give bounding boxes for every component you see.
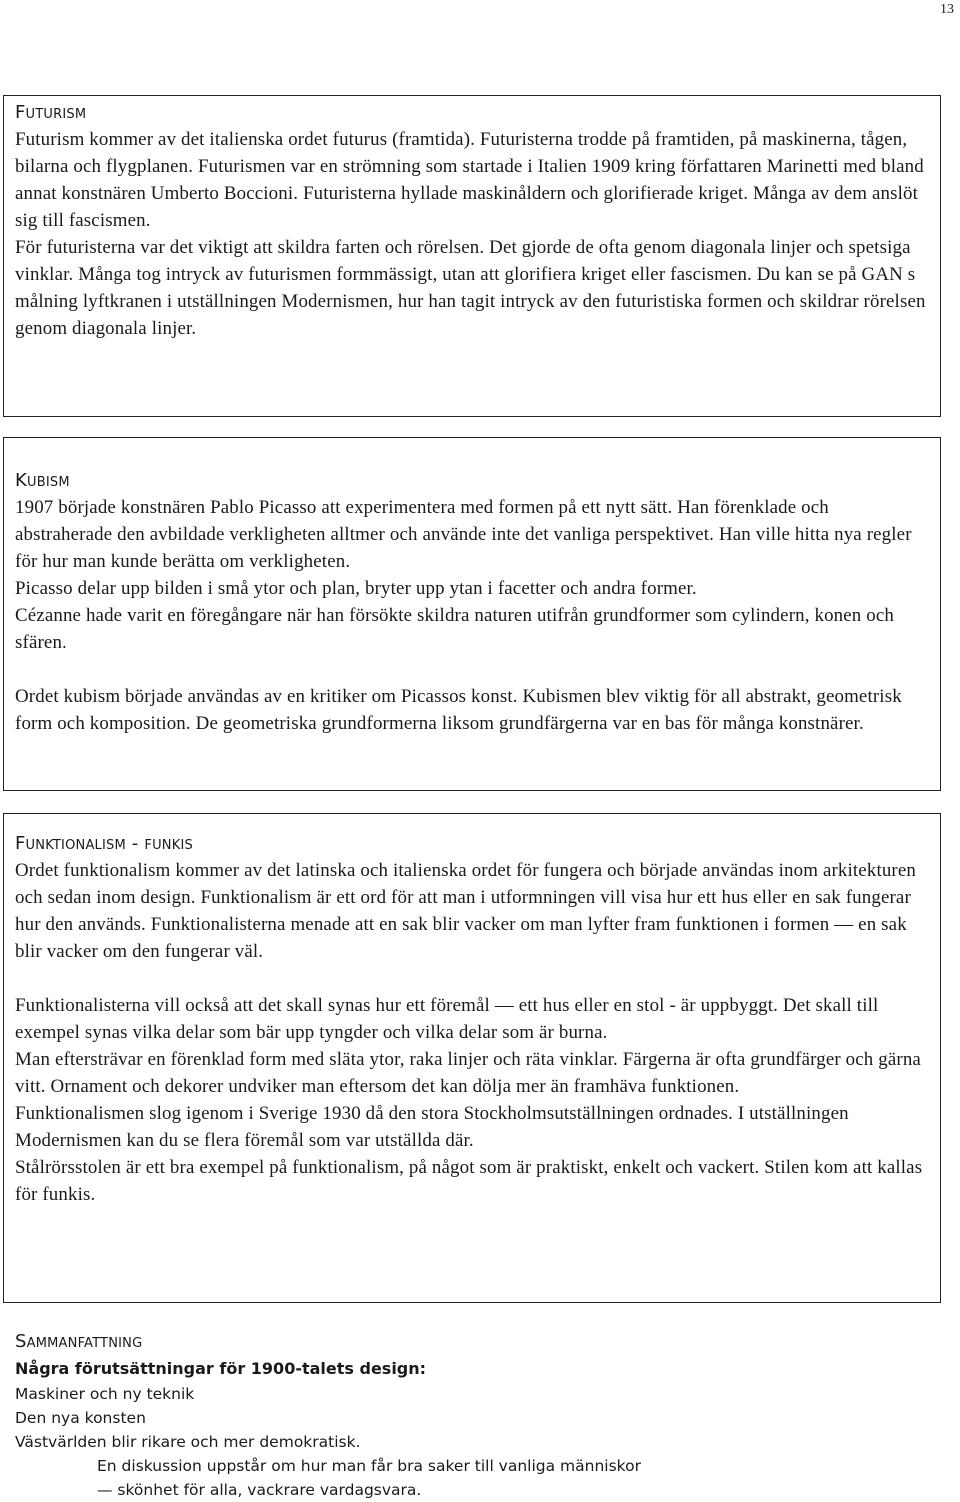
futurism-paragraph-1: Futurism kommer av det italienska ordet futurus (framtida). Futuristerna trodde på framtiden, på maskinerna, tågen, bilarna och flygplanen. Futurismen var en strömning som startade i Italien 1909 kring författaren Marinetti med bland annat konstnären Umberto Boccioni. Futuristerna hyllade maskinåldern och glorifierade kriget. Många av dem anslöt sig till fascismen. <box>15 129 924 231</box>
summary-section <box>15 1328 935 1502</box>
futurism-heading: Futurism <box>15 102 87 123</box>
funktionalism-paragraph-2: Funktionalisterna vill också att det skall synas hur ett föremål — ett hus eller en stol - är uppbyggt. Det skall till exempel synas vilka delar som bär upp tyngder och vilka delar som är burna. <box>15 995 879 1043</box>
futurism-paragraph-2: För futuristerna var det viktigt att skildra farten och rörelsen. Det gjorde de ofta genom diagonala linjer och spetsiga vinklar. Många tog intryck av futurismen formmässigt, utan att glorifiera kriget eller fascismen. Du kan se på GAN s målning lyftkranen i utställningen Modernismen, hur han tagit intryck av den futuristiska formen och skildrar rörelsen genom diagonala linjer. <box>15 237 926 339</box>
funktionalism-paragraph-3: Man eftersträvar en förenklad form med släta ytor, raka linjer och räta vinklar. Färgerna är ofta grundfärger och gärna vitt. Ornament och dekorer undviker man eftersom det kan dölja mer än framhäva funktionen. <box>15 1049 921 1097</box>
funktionalism-heading: Funktionalism - funkis <box>15 833 193 854</box>
funktionalism-paragraph-1: Ordet funktionalism kommer av det latinska och italienska ordet för fungera och började användas inom arkitekturen och sedan inom design. Funktionalism är ett ord för att man i utformningen vill visa hur ett hus eller en sak fungerar hur den används. Funktionalisterna menade att en sak blir vacker om man lyfter fram funktionen i formen — en sak blir vacker om den fungerar väl. <box>15 860 917 962</box>
summary-indented-line: En diskussion uppstår om hur man får bra saker till vanliga människor <box>97 1457 641 1475</box>
summary-item: Västvärlden blir rikare och mer demokratisk. <box>15 1433 361 1451</box>
futurism-section <box>3 95 941 417</box>
kubism-section <box>3 437 941 791</box>
summary-item: Maskiner och ny teknik <box>15 1385 195 1403</box>
summary-indented-line: — skönhet för alla, vackrare vardagsvara. <box>97 1481 422 1499</box>
funktionalism-paragraph-5: Stålrörsstolen är ett bra exempel på funktionalism, på något som är praktiskt, enkelt och vackert. Stilen kom att kallas för funkis. <box>15 1157 923 1205</box>
summary-item: Den nya konsten <box>15 1409 146 1427</box>
kubism-paragraph-1: 1907 började konstnären Pablo Picasso att experimentera med formen på ett nytt sätt. Han förenklade och abstraherade den avbildade verkligheten alltmer och använde inte det vanliga perspektivet. Han ville hitta nya regler för hur man kunde berätta om verkligheten. <box>15 497 912 572</box>
summary-heading: Sammanfattning <box>15 1331 143 1352</box>
summary-subtitle: Några förutsättningar för 1900-talets design: <box>15 1359 427 1378</box>
kubism-paragraph-4: Ordet kubism började användas av en kritiker om Picassos konst. Kubismen blev viktig för all abstrakt, geometrisk form och komposition. De geometriska grundformerna liksom grundfärgerna var en bas för många konstnärer. <box>15 686 902 734</box>
kubism-paragraph-3: Cézanne hade varit en föregångare när han försökte skildra naturen utifrån grundformer som cylindern, konen och sfären. <box>15 605 894 653</box>
page-number: 13 <box>940 2 954 17</box>
kubism-heading: Kubism <box>15 470 70 491</box>
funktionalism-paragraph-4: Funktionalismen slog igenom i Sverige 1930 då den stora Stockholmsutställningen ordnades. I utställningen Modernismen kan du se flera föremål som var utställda där. <box>15 1103 849 1151</box>
funktionalism-section <box>3 813 941 1303</box>
kubism-paragraph-2: Picasso delar upp bilden i små ytor och plan, bryter upp ytan i facetter och andra former. <box>15 578 697 599</box>
